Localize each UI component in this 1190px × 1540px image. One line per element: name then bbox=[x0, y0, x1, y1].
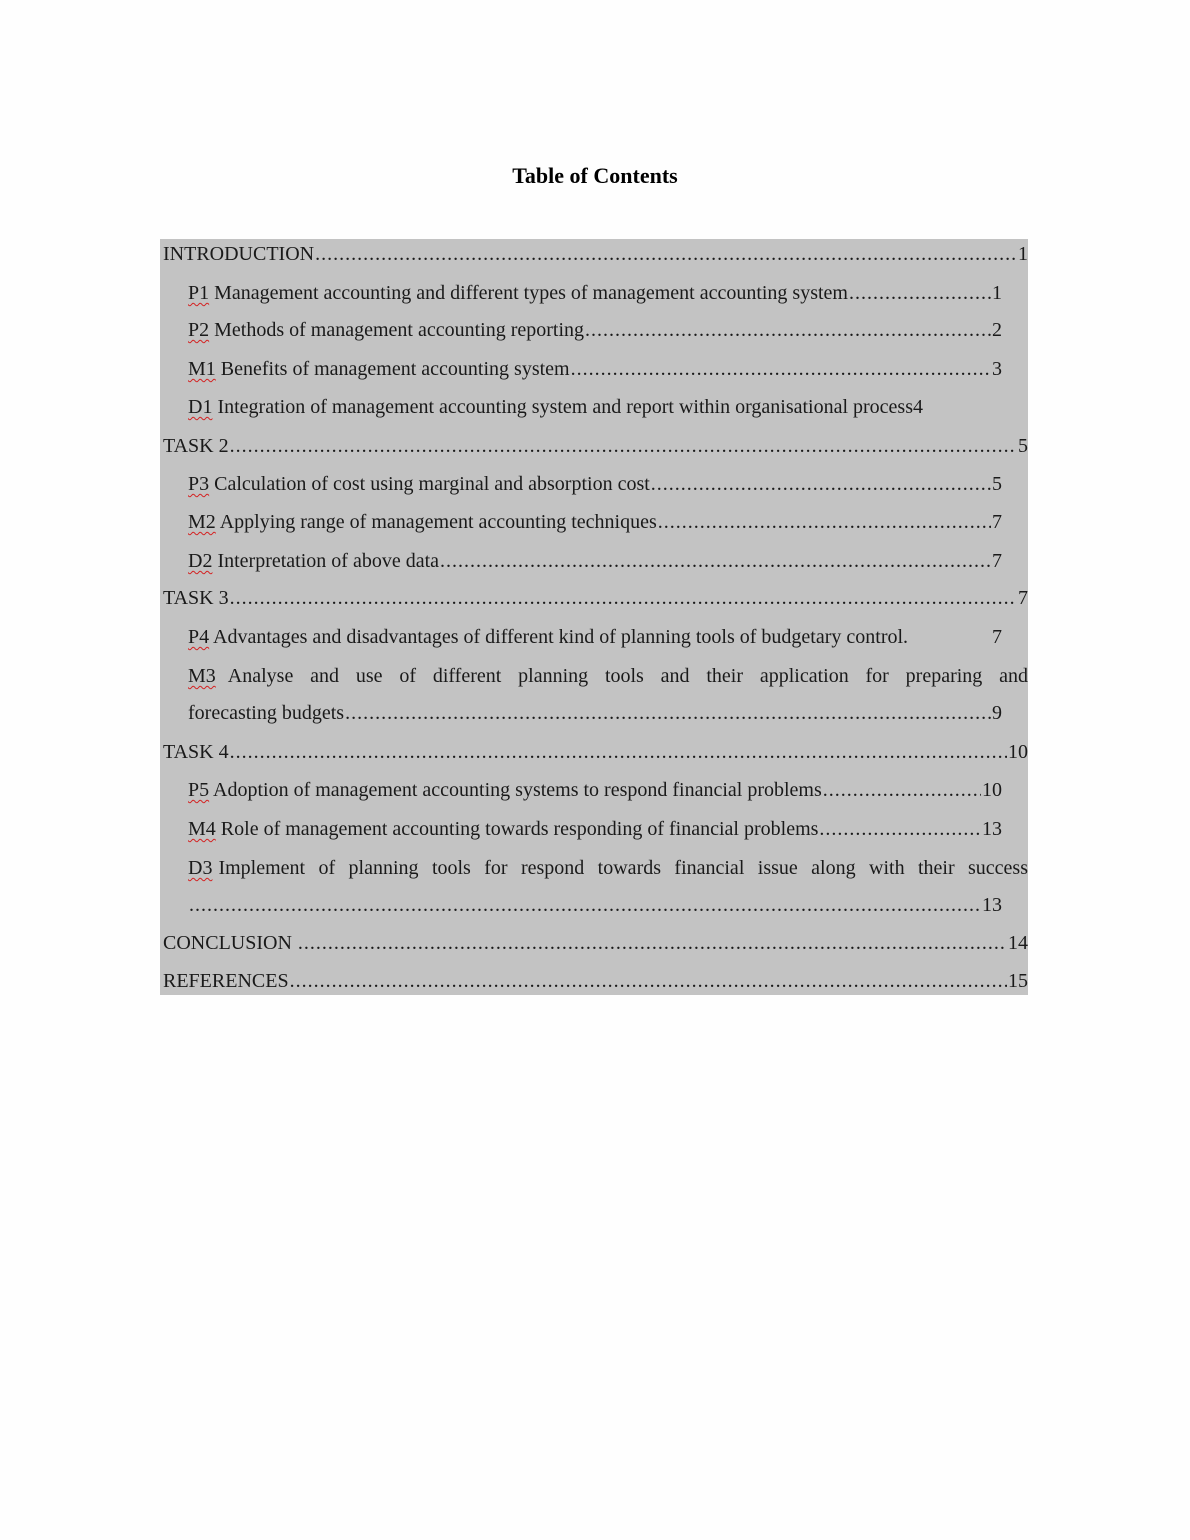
toc-dot-leader bbox=[440, 546, 991, 576]
toc-dot-leader bbox=[571, 354, 991, 384]
toc-page-number: 10 bbox=[982, 779, 1002, 801]
toc-entry-label: Analyse and use of different planning tools and their application for preparing and bbox=[227, 665, 1028, 687]
toc-entry-label: REFERENCES bbox=[163, 970, 289, 992]
toc-page-number: 14 bbox=[1008, 932, 1028, 954]
toc-dot-leader bbox=[585, 315, 991, 345]
toc-page-number: 10 bbox=[1008, 741, 1028, 763]
toc-entry-p5[interactable] bbox=[188, 775, 1002, 805]
toc-entry-m3-continued[interactable] bbox=[188, 698, 1002, 728]
toc-entry-label: Applying range of management accounting techniques bbox=[215, 511, 657, 533]
toc-entry-label: INTRODUCTION bbox=[163, 243, 315, 265]
toc-dot-leader bbox=[658, 507, 991, 537]
toc-entry-label: Methods of management accounting reporting bbox=[209, 319, 585, 341]
toc-entry-label: Implement of planning tools for respond towards financial issue along with their success bbox=[218, 857, 1028, 879]
toc-entry-p4[interactable] bbox=[188, 622, 1002, 652]
toc-page-number: 2 bbox=[992, 319, 1002, 341]
toc-entry-label: TASK 2 bbox=[163, 435, 229, 457]
toc-entry-code: P4 bbox=[188, 626, 210, 648]
toc-entry-code: D2 bbox=[188, 550, 213, 572]
toc-dot-leader bbox=[849, 278, 991, 308]
toc-page-number: 7 bbox=[992, 511, 1002, 533]
toc-entry-p3[interactable] bbox=[188, 469, 1002, 499]
toc-entry-code: D1 bbox=[188, 396, 213, 418]
toc-entry-task-3[interactable] bbox=[163, 583, 1028, 613]
toc-page-number: 1 bbox=[1018, 243, 1028, 265]
toc-page-number: 9 bbox=[992, 702, 1002, 724]
toc-entry-label: Calculation of cost using marginal and absorption cost bbox=[209, 473, 650, 495]
toc-entry-conclusion[interactable] bbox=[163, 928, 1028, 958]
toc-dot-leader bbox=[230, 431, 1017, 461]
toc-entry-p1[interactable] bbox=[188, 278, 1002, 308]
toc-entry-d3-continued[interactable] bbox=[188, 890, 1002, 920]
toc-entry-references[interactable] bbox=[163, 966, 1028, 996]
toc-dot-leader bbox=[819, 814, 981, 844]
toc-dot-leader bbox=[823, 775, 981, 805]
toc-dot-leader bbox=[298, 928, 1007, 958]
toc-entry-label: Advantages and disadvantages of different kind of planning tools of budgetary control. bbox=[209, 626, 909, 648]
toc-entry-m1[interactable] bbox=[188, 354, 1002, 384]
toc-page-number: 7 bbox=[1018, 587, 1028, 609]
toc-dot-leader bbox=[345, 698, 991, 728]
toc-page-number: 1 bbox=[992, 282, 1002, 304]
toc-page-number: 7 bbox=[992, 550, 1002, 572]
toc-entry-m3[interactable] bbox=[188, 661, 1028, 691]
toc-page-number: 13 bbox=[982, 818, 1002, 840]
toc-page-number: 5 bbox=[1018, 435, 1028, 457]
toc-entry-code: P2 bbox=[188, 319, 210, 341]
toc-entry-task-4[interactable] bbox=[163, 737, 1028, 767]
toc-dot-leader bbox=[315, 239, 1017, 269]
toc-page-number: 7 bbox=[992, 626, 1002, 648]
toc-entry-label: TASK 4 bbox=[163, 741, 229, 763]
toc-entry-code: M1 bbox=[188, 358, 216, 380]
toc-dot-leader bbox=[290, 966, 1007, 996]
toc-dot-leader bbox=[651, 469, 991, 499]
toc-page-number: 3 bbox=[992, 358, 1002, 380]
toc-page-number: 5 bbox=[992, 473, 1002, 495]
toc-entry-code: M4 bbox=[188, 818, 216, 840]
toc-entry-label: Adoption of management accounting systems to respond financial problems bbox=[209, 779, 822, 801]
toc-entry-introduction[interactable] bbox=[163, 239, 1028, 269]
toc-entry-code: P1 bbox=[188, 282, 210, 304]
toc-entry-code: P3 bbox=[188, 473, 210, 495]
toc-entry-code: P5 bbox=[188, 779, 210, 801]
toc-entry-label: CONCLUSION bbox=[163, 932, 297, 954]
toc-entry-m4[interactable] bbox=[188, 814, 1002, 844]
toc-page-number: 4 bbox=[913, 396, 923, 418]
toc-entry-d2[interactable] bbox=[188, 546, 1002, 576]
toc-dot-leader bbox=[230, 583, 1017, 613]
toc-entry-d1[interactable] bbox=[188, 392, 1002, 422]
toc-entry-label: Management accounting and different types of management accounting system bbox=[209, 282, 848, 304]
toc-entry-code: D3 bbox=[188, 857, 213, 879]
toc-entry-label: Benefits of management accounting system bbox=[215, 358, 570, 380]
toc-dot-leader bbox=[230, 737, 1007, 767]
toc-page-number: 15 bbox=[1008, 970, 1028, 992]
toc-entry-label: TASK 3 bbox=[163, 587, 229, 609]
toc-entry-code: M3 bbox=[188, 665, 216, 687]
toc-entry-p2[interactable] bbox=[188, 315, 1002, 345]
toc-entry-label: forecasting budgets bbox=[188, 702, 345, 724]
page-title: Table of Contents bbox=[512, 163, 678, 188]
toc-entry-label: Integration of management accounting system and report within organisational process bbox=[212, 396, 913, 418]
toc-page-number: 13 bbox=[982, 894, 1002, 916]
toc-entry-label: Interpretation of above data bbox=[212, 550, 440, 572]
toc-entry-m2[interactable] bbox=[188, 507, 1002, 537]
toc-entry-label: Role of management accounting towards responding of financial problems bbox=[215, 818, 819, 840]
toc-dot-leader bbox=[189, 890, 981, 920]
toc-entry-d3[interactable] bbox=[188, 853, 1028, 883]
toc-entry-task-2[interactable] bbox=[163, 431, 1028, 461]
toc-entry-code: M2 bbox=[188, 511, 216, 533]
